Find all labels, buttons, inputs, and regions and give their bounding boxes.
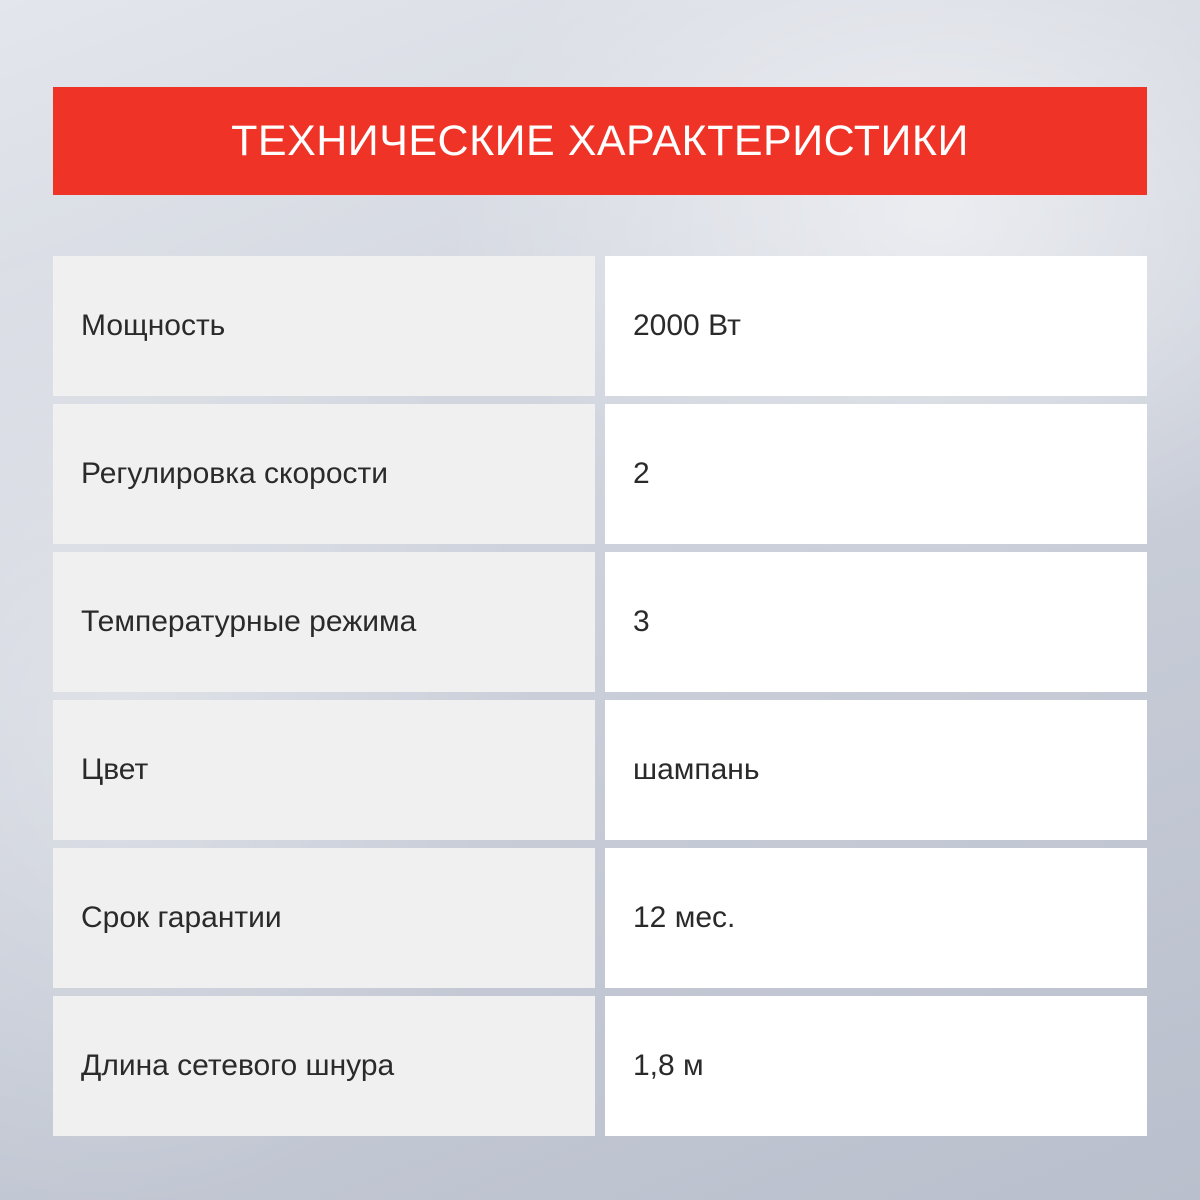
spec-label: Регулировка скорости	[53, 404, 595, 544]
table-row	[53, 996, 1147, 1136]
table-row	[53, 552, 1147, 692]
page-title: ТЕХНИЧЕСКИЕ ХАРАКТЕРИСТИКИ	[231, 116, 969, 165]
spec-label: Температурные режима	[53, 552, 595, 692]
spec-value: шампань	[605, 700, 1147, 840]
header-banner	[53, 87, 1147, 195]
table-row	[53, 404, 1147, 544]
spec-label: Мощность	[53, 256, 595, 396]
spec-label: Срок гарантии	[53, 848, 595, 988]
table-row	[53, 256, 1147, 396]
spec-label: Длина сетевого шнура	[53, 996, 595, 1136]
table-row	[53, 848, 1147, 988]
spec-value: 2000 Вт	[605, 256, 1147, 396]
spec-table	[53, 256, 1147, 1136]
spec-value: 3	[605, 552, 1147, 692]
spec-value: 12 мес.	[605, 848, 1147, 988]
spec-value: 1,8 м	[605, 996, 1147, 1136]
spec-value: 2	[605, 404, 1147, 544]
table-row	[53, 700, 1147, 840]
spec-label: Цвет	[53, 700, 595, 840]
